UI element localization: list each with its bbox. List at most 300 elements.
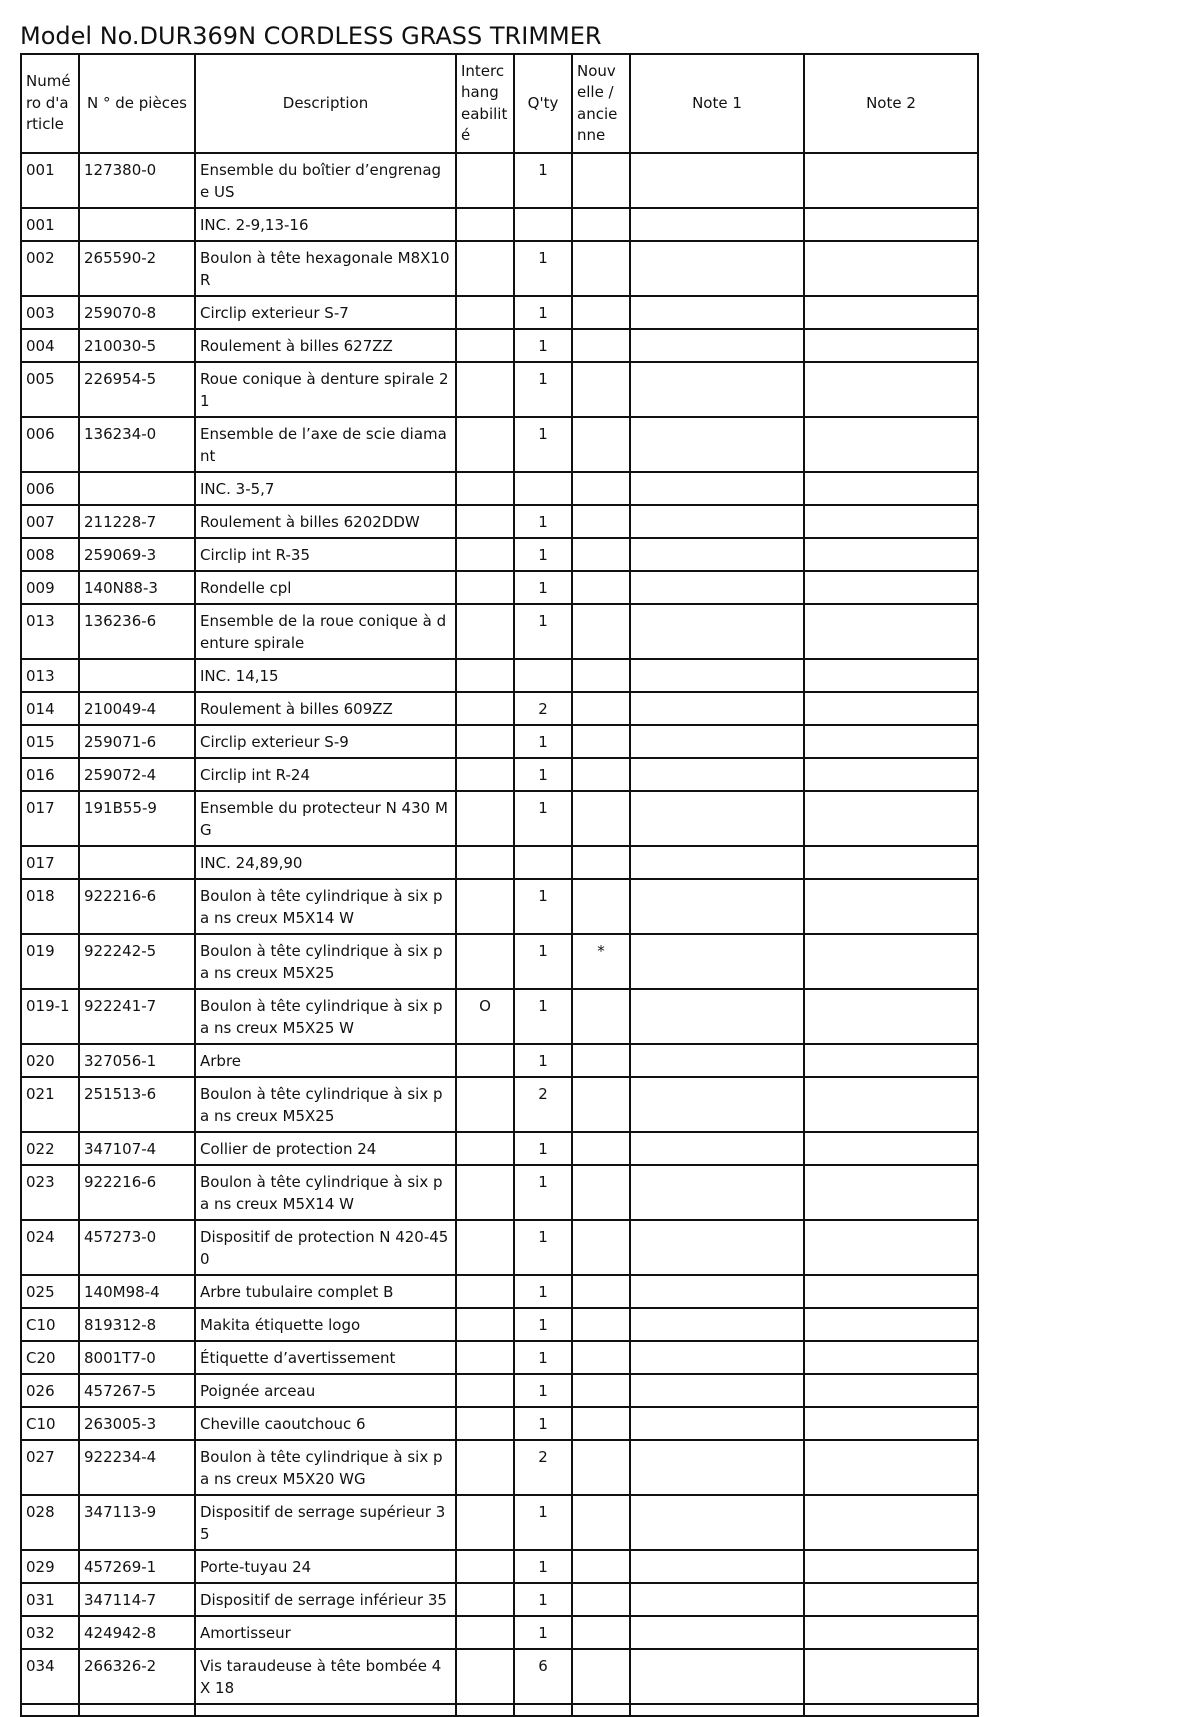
cell-note-2: [804, 1583, 978, 1616]
cell-article-number: 024: [21, 1220, 79, 1275]
cell-part-number: 259070-8: [79, 296, 195, 329]
cell-quantity: 1: [514, 989, 572, 1044]
cell-description: INC. 14,15: [195, 659, 456, 692]
cell-note-1: [630, 758, 804, 791]
cell-part-number: 259072-4: [79, 758, 195, 791]
cell-article-number: 028: [21, 1495, 79, 1550]
cell-new-old: [572, 1077, 630, 1132]
cell-interchangeability: [456, 846, 514, 879]
cell-note-2: [804, 1407, 978, 1440]
cell-new-old: [572, 692, 630, 725]
cell-article-number: 001: [21, 208, 79, 241]
cell-note-2: [804, 241, 978, 296]
cell-article-number: 017: [21, 846, 79, 879]
cell-part-number: 8001T7-0: [79, 1341, 195, 1374]
cell-description: Circlip int R-35: [195, 538, 456, 571]
cell-note-2: [804, 1550, 978, 1583]
cell-interchangeability: [456, 1044, 514, 1077]
cell-empty: [630, 1704, 804, 1716]
cell-quantity: 1: [514, 879, 572, 934]
cell-article-number: 019: [21, 934, 79, 989]
cell-interchangeability: [456, 153, 514, 208]
cell-article-number: 003: [21, 296, 79, 329]
cell-article-number: 009: [21, 571, 79, 604]
cell-part-number: 327056-1: [79, 1044, 195, 1077]
cell-new-old: [572, 1220, 630, 1275]
header-article-number: Numé ro d'a rticle: [21, 54, 79, 153]
cell-part-number: 922242-5: [79, 934, 195, 989]
cell-note-2: [804, 296, 978, 329]
table-row: [21, 692, 978, 725]
cell-part-number: [79, 208, 195, 241]
cell-note-2: [804, 1275, 978, 1308]
table-row: [21, 153, 978, 208]
cell-quantity: 1: [514, 791, 572, 846]
cell-description: Makita étiquette logo: [195, 1308, 456, 1341]
cell-article-number: 015: [21, 725, 79, 758]
cell-interchangeability: [456, 1616, 514, 1649]
cell-quantity: 1: [514, 1165, 572, 1220]
cell-note-1: [630, 989, 804, 1044]
cell-article-number: 019-1: [21, 989, 79, 1044]
cell-quantity: 1: [514, 362, 572, 417]
table-row: [21, 1165, 978, 1220]
cell-note-1: [630, 362, 804, 417]
cell-part-number: 127380-0: [79, 153, 195, 208]
cell-article-number: 020: [21, 1044, 79, 1077]
cell-new-old: [572, 1275, 630, 1308]
cell-note-1: [630, 1132, 804, 1165]
cell-part-number: 226954-5: [79, 362, 195, 417]
cell-part-number: 210030-5: [79, 329, 195, 362]
cell-description: Ensemble du boîtier d’engrenag e US: [195, 153, 456, 208]
cell-interchangeability: [456, 1649, 514, 1704]
cell-note-2: [804, 791, 978, 846]
cell-note-1: [630, 241, 804, 296]
cell-note-2: [804, 1220, 978, 1275]
cell-description: Boulon à tête cylindrique à six pa ns creux M5X14 W: [195, 1165, 456, 1220]
cell-article-number: 001: [21, 153, 79, 208]
header-note-2: Note 2: [804, 54, 978, 153]
cell-description: Boulon à tête cylindrique à six pa ns creux M5X14 W: [195, 879, 456, 934]
cell-description: INC. 2-9,13-16: [195, 208, 456, 241]
cell-quantity: 1: [514, 758, 572, 791]
cell-new-old: [572, 1132, 630, 1165]
cell-quantity: 1: [514, 1616, 572, 1649]
cell-new-old: [572, 1341, 630, 1374]
cell-new-old: [572, 571, 630, 604]
cell-interchangeability: [456, 692, 514, 725]
parts-table: [20, 53, 979, 1717]
cell-interchangeability: [456, 1165, 514, 1220]
cell-quantity: 1: [514, 505, 572, 538]
cell-note-1: [630, 725, 804, 758]
cell-article-number: 027: [21, 1440, 79, 1495]
cell-note-2: [804, 362, 978, 417]
cell-article-number: 006: [21, 417, 79, 472]
cell-description: Arbre tubulaire complet B: [195, 1275, 456, 1308]
cell-quantity: 2: [514, 1440, 572, 1495]
cell-note-1: [630, 1440, 804, 1495]
cell-quantity: 1: [514, 1044, 572, 1077]
cell-note-2: [804, 659, 978, 692]
cell-interchangeability: [456, 1550, 514, 1583]
cell-quantity: 6: [514, 1649, 572, 1704]
cell-description: Roulement à billes 609ZZ: [195, 692, 456, 725]
cell-interchangeability: [456, 1132, 514, 1165]
cell-article-number: 023: [21, 1165, 79, 1220]
cell-new-old: [572, 725, 630, 758]
cell-note-1: [630, 1220, 804, 1275]
cell-quantity: 1: [514, 1374, 572, 1407]
cell-interchangeability: [456, 505, 514, 538]
table-row: [21, 208, 978, 241]
cell-note-2: [804, 1495, 978, 1550]
cell-note-1: [630, 1495, 804, 1550]
cell-part-number: 922216-6: [79, 1165, 195, 1220]
cell-note-1: [630, 1374, 804, 1407]
cell-part-number: 266326-2: [79, 1649, 195, 1704]
cell-description: INC. 24,89,90: [195, 846, 456, 879]
cell-note-2: [804, 472, 978, 505]
cell-interchangeability: [456, 1220, 514, 1275]
cell-description: Circlip int R-24: [195, 758, 456, 791]
table-row: [21, 758, 978, 791]
cell-note-2: [804, 505, 978, 538]
cell-quantity: [514, 208, 572, 241]
cell-article-number: 021: [21, 1077, 79, 1132]
cell-part-number: 263005-3: [79, 1407, 195, 1440]
cell-description: Ensemble de l’axe de scie diama nt: [195, 417, 456, 472]
cell-article-number: 018: [21, 879, 79, 934]
table-body: [21, 153, 978, 1716]
cell-note-2: [804, 538, 978, 571]
cell-interchangeability: [456, 1275, 514, 1308]
cell-quantity: 1: [514, 241, 572, 296]
table-row: [21, 1583, 978, 1616]
cell-description: Amortisseur: [195, 1616, 456, 1649]
cell-quantity: 1: [514, 153, 572, 208]
cell-part-number: 347114-7: [79, 1583, 195, 1616]
cell-article-number: 013: [21, 659, 79, 692]
table-row: [21, 1374, 978, 1407]
cell-part-number: 347107-4: [79, 1132, 195, 1165]
cell-note-2: [804, 1616, 978, 1649]
cell-quantity: 1: [514, 604, 572, 659]
cell-quantity: 1: [514, 1220, 572, 1275]
cell-new-old: [572, 241, 630, 296]
cell-article-number: 006: [21, 472, 79, 505]
cell-new-old: [572, 472, 630, 505]
cell-interchangeability: [456, 472, 514, 505]
cell-article-number: 013: [21, 604, 79, 659]
cell-part-number: 424942-8: [79, 1616, 195, 1649]
cell-article-number: 002: [21, 241, 79, 296]
table-row: [21, 538, 978, 571]
table-row: [21, 241, 978, 296]
cell-interchangeability: [456, 1583, 514, 1616]
cell-part-number: 457273-0: [79, 1220, 195, 1275]
cell-note-2: [804, 604, 978, 659]
cell-description: Boulon à tête cylindrique à six pa ns creux M5X20 WG: [195, 1440, 456, 1495]
table-row: [21, 725, 978, 758]
cell-description: Dispositif de protection N 420-45 0: [195, 1220, 456, 1275]
cell-interchangeability: [456, 1341, 514, 1374]
cell-quantity: 1: [514, 1132, 572, 1165]
cell-note-2: [804, 1341, 978, 1374]
header-part-number: N ° de pièces: [79, 54, 195, 153]
cell-article-number: 016: [21, 758, 79, 791]
cell-note-1: [630, 1649, 804, 1704]
cell-article-number: C10: [21, 1308, 79, 1341]
table-row: [21, 1308, 978, 1341]
cell-quantity: 1: [514, 1583, 572, 1616]
table-row: [21, 1550, 978, 1583]
cell-article-number: 008: [21, 538, 79, 571]
cell-description: Ensemble de la roue conique à d enture spirale: [195, 604, 456, 659]
table-row: [21, 1132, 978, 1165]
cell-description: Vis taraudeuse à tête bombée 4X 18: [195, 1649, 456, 1704]
cell-note-1: [630, 1275, 804, 1308]
cell-part-number: 347113-9: [79, 1495, 195, 1550]
cell-interchangeability: [456, 1440, 514, 1495]
cell-interchangeability: [456, 791, 514, 846]
cell-description: Boulon à tête hexagonale M8X10 R: [195, 241, 456, 296]
header-description: Description: [195, 54, 456, 153]
cell-new-old: [572, 1165, 630, 1220]
cell-quantity: [514, 472, 572, 505]
table-row: [21, 791, 978, 846]
cell-note-1: [630, 1044, 804, 1077]
cell-part-number: 136234-0: [79, 417, 195, 472]
cell-note-2: [804, 1440, 978, 1495]
cell-description: Boulon à tête cylindrique à six pa ns creux M5X25 W: [195, 989, 456, 1044]
cell-note-1: [630, 1407, 804, 1440]
cell-quantity: [514, 846, 572, 879]
cell-note-2: [804, 989, 978, 1044]
cell-interchangeability: [456, 1077, 514, 1132]
cell-empty: [79, 1704, 195, 1716]
cell-quantity: 1: [514, 296, 572, 329]
cell-description: Dispositif de serrage inférieur 35: [195, 1583, 456, 1616]
table-row: [21, 1495, 978, 1550]
cell-note-2: [804, 329, 978, 362]
cell-note-2: [804, 153, 978, 208]
cell-quantity: 1: [514, 1341, 572, 1374]
cell-quantity: 1: [514, 571, 572, 604]
cell-quantity: 1: [514, 1275, 572, 1308]
cell-interchangeability: [456, 934, 514, 989]
cell-note-2: [804, 846, 978, 879]
table-row: [21, 1649, 978, 1704]
cell-interchangeability: [456, 362, 514, 417]
cell-interchangeability: [456, 1495, 514, 1550]
table-row: [21, 417, 978, 472]
cell-description: Ensemble du protecteur N 430 M G: [195, 791, 456, 846]
cell-note-1: [630, 604, 804, 659]
cell-article-number: 029: [21, 1550, 79, 1583]
cell-new-old: [572, 1044, 630, 1077]
cell-note-2: [804, 725, 978, 758]
cell-new-old: [572, 538, 630, 571]
cell-note-2: [804, 1044, 978, 1077]
cell-article-number: 004: [21, 329, 79, 362]
cell-description: Roulement à billes 627ZZ: [195, 329, 456, 362]
cell-quantity: 2: [514, 1077, 572, 1132]
table-row: [21, 659, 978, 692]
cell-description: Étiquette d’avertissement: [195, 1341, 456, 1374]
cell-new-old: [572, 296, 630, 329]
cell-note-2: [804, 1649, 978, 1704]
cell-interchangeability: [456, 296, 514, 329]
cell-note-1: [630, 692, 804, 725]
cell-description: Boulon à tête cylindrique à six pa ns creux M5X25: [195, 1077, 456, 1132]
cell-note-1: [630, 1616, 804, 1649]
cell-article-number: 034: [21, 1649, 79, 1704]
cell-note-2: [804, 692, 978, 725]
cell-empty: [456, 1704, 514, 1716]
cell-empty: [514, 1704, 572, 1716]
table-row: [21, 505, 978, 538]
table-row: [21, 1440, 978, 1495]
cell-new-old: [572, 659, 630, 692]
cell-note-2: [804, 1077, 978, 1132]
cell-description: Cheville caoutchouc 6: [195, 1407, 456, 1440]
cell-description: Circlip exterieur S-9: [195, 725, 456, 758]
cell-part-number: 922241-7: [79, 989, 195, 1044]
cell-note-1: [630, 1165, 804, 1220]
table-row: [21, 1616, 978, 1649]
cell-part-number: 136236-6: [79, 604, 195, 659]
table-row: [21, 296, 978, 329]
cell-description: Circlip exterieur S-7: [195, 296, 456, 329]
cell-description: Dispositif de serrage supérieur 3 5: [195, 1495, 456, 1550]
cell-part-number: 819312-8: [79, 1308, 195, 1341]
table-row: [21, 329, 978, 362]
cell-new-old: [572, 791, 630, 846]
cell-part-number: [79, 846, 195, 879]
table-row: [21, 1044, 978, 1077]
cell-note-2: [804, 1374, 978, 1407]
cell-note-1: [630, 1550, 804, 1583]
cell-part-number: 922234-4: [79, 1440, 195, 1495]
cell-new-old: [572, 362, 630, 417]
cell-interchangeability: [456, 1374, 514, 1407]
cell-note-2: [804, 208, 978, 241]
cell-note-1: [630, 505, 804, 538]
cell-note-2: [804, 1132, 978, 1165]
cell-empty: [572, 1704, 630, 1716]
cell-description: Boulon à tête cylindrique à six pa ns creux M5X25: [195, 934, 456, 989]
cell-part-number: 259071-6: [79, 725, 195, 758]
cell-description: Collier de protection 24: [195, 1132, 456, 1165]
table-row: [21, 1077, 978, 1132]
cell-description: Arbre: [195, 1044, 456, 1077]
cell-new-old: *: [572, 934, 630, 989]
cell-interchangeability: [456, 571, 514, 604]
table-row: [21, 1220, 978, 1275]
table-row: [21, 604, 978, 659]
cell-note-1: [630, 1077, 804, 1132]
cell-part-number: 457269-1: [79, 1550, 195, 1583]
cell-new-old: [572, 1440, 630, 1495]
cell-description: INC. 3-5,7: [195, 472, 456, 505]
cell-quantity: 1: [514, 1407, 572, 1440]
table-row: [21, 1275, 978, 1308]
cell-description: Rondelle cpl: [195, 571, 456, 604]
cell-note-1: [630, 659, 804, 692]
cell-new-old: [572, 1407, 630, 1440]
table-row: [21, 472, 978, 505]
cell-interchangeability: [456, 879, 514, 934]
table-header-row: [21, 54, 978, 153]
cell-part-number: 922216-6: [79, 879, 195, 934]
cell-interchangeability: [456, 604, 514, 659]
cell-new-old: [572, 879, 630, 934]
cell-note-1: [630, 1341, 804, 1374]
cell-note-2: [804, 758, 978, 791]
cell-part-number: 140M98-4: [79, 1275, 195, 1308]
table-row: [21, 846, 978, 879]
cell-article-number: 022: [21, 1132, 79, 1165]
table-row: [21, 362, 978, 417]
cell-description: Poignée arceau: [195, 1374, 456, 1407]
cell-interchangeability: [456, 241, 514, 296]
cell-new-old: [572, 1616, 630, 1649]
table-row: [21, 989, 978, 1044]
table-row: [21, 1341, 978, 1374]
cell-quantity: 1: [514, 329, 572, 362]
cell-part-number: 211228-7: [79, 505, 195, 538]
cell-quantity: 2: [514, 692, 572, 725]
cell-note-1: [630, 1308, 804, 1341]
cell-new-old: [572, 989, 630, 1044]
cell-interchangeability: [456, 758, 514, 791]
cell-quantity: [514, 659, 572, 692]
cell-part-number: 265590-2: [79, 241, 195, 296]
cell-article-number: 007: [21, 505, 79, 538]
cell-note-1: [630, 934, 804, 989]
cell-article-number: 025: [21, 1275, 79, 1308]
cell-empty: [195, 1704, 456, 1716]
cell-note-1: [630, 472, 804, 505]
cell-part-number: 251513-6: [79, 1077, 195, 1132]
cell-empty: [21, 1704, 79, 1716]
cell-empty: [804, 1704, 978, 1716]
cell-note-1: [630, 538, 804, 571]
cell-quantity: 1: [514, 725, 572, 758]
cell-note-2: [804, 1165, 978, 1220]
cell-part-number: [79, 659, 195, 692]
table-row-cut-off: [21, 1704, 978, 1716]
cell-article-number: C20: [21, 1341, 79, 1374]
cell-note-1: [630, 791, 804, 846]
cell-new-old: [572, 604, 630, 659]
cell-note-1: [630, 879, 804, 934]
table-row: [21, 571, 978, 604]
header-interchangeability: Interc hang eabilit é: [456, 54, 514, 153]
cell-part-number: 259069-3: [79, 538, 195, 571]
cell-note-1: [630, 571, 804, 604]
cell-note-2: [804, 934, 978, 989]
cell-part-number: 210049-4: [79, 692, 195, 725]
cell-note-1: [630, 417, 804, 472]
cell-article-number: 026: [21, 1374, 79, 1407]
cell-note-1: [630, 1583, 804, 1616]
table-row: [21, 934, 978, 989]
cell-article-number: 005: [21, 362, 79, 417]
cell-quantity: 1: [514, 934, 572, 989]
